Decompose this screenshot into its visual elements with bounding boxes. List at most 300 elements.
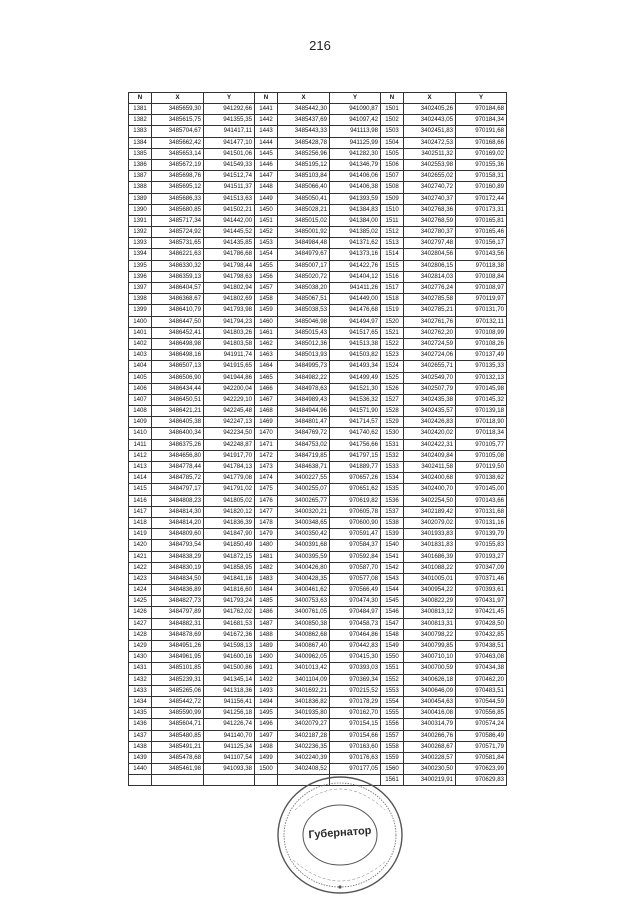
x-coordinate-cell: 3400867,40	[278, 641, 330, 652]
y-coordinate-cell: 941282,30	[330, 148, 381, 159]
x-coordinate-cell: 3484944,96	[278, 406, 330, 417]
x-coordinate-cell: 3484827,73	[152, 596, 204, 607]
table-row	[129, 159, 507, 170]
x-coordinate-cell: 3485256,96	[278, 148, 330, 159]
table-row	[129, 115, 507, 126]
x-coordinate-cell: 3485195,12	[278, 159, 330, 170]
point-number-cell: 1544	[381, 585, 404, 596]
x-coordinate-cell: 3485012,36	[278, 338, 330, 349]
point-number-cell: 1406	[129, 383, 152, 394]
x-coordinate-cell: 3402435,57	[404, 406, 456, 417]
y-coordinate-cell: 941850,49	[204, 540, 255, 551]
point-number-cell: 1419	[129, 529, 152, 540]
point-number-cell: 1539	[381, 529, 404, 540]
table-row	[129, 652, 507, 663]
point-number-cell: 1431	[129, 663, 152, 674]
y-coordinate-cell: 970184,34	[456, 115, 507, 126]
y-coordinate-cell: 970458,73	[330, 618, 381, 629]
point-number-cell: 1397	[129, 283, 152, 294]
point-number-cell: 1516	[381, 271, 404, 282]
y-coordinate-cell: 970108,84	[456, 271, 507, 282]
table-row	[129, 540, 507, 551]
x-coordinate-cell: 3402804,56	[404, 249, 456, 260]
y-coordinate-cell: 970586,49	[456, 730, 507, 741]
y-coordinate-cell: 941872,15	[204, 551, 255, 562]
x-coordinate-cell: 3484989,43	[278, 394, 330, 405]
x-coordinate-cell: 3401686,39	[404, 551, 456, 562]
x-coordinate-cell: 3402405,26	[404, 104, 456, 115]
y-coordinate-cell: 970651,62	[330, 484, 381, 495]
y-coordinate-cell: 970143,66	[456, 495, 507, 506]
y-coordinate-cell: 970474,30	[330, 596, 381, 607]
x-coordinate-cell: 3486405,38	[152, 417, 204, 428]
y-coordinate-cell: 970191,68	[456, 126, 507, 137]
y-coordinate-cell: 941513,38	[330, 338, 381, 349]
x-coordinate-cell: 3400391,68	[278, 540, 330, 551]
point-number-cell: 1407	[129, 394, 152, 405]
point-number-cell: 1422	[129, 562, 152, 573]
x-coordinate-cell: 3400426,80	[278, 562, 330, 573]
point-number-cell: 1474	[255, 473, 278, 484]
point-number-cell: 1528	[381, 406, 404, 417]
point-number-cell: 1432	[129, 674, 152, 685]
x-coordinate-cell: 3402187,28	[278, 730, 330, 741]
y-coordinate-cell: 970132,13	[456, 372, 507, 383]
point-number-cell: 1413	[129, 462, 152, 473]
y-coordinate-cell: 941714,57	[330, 417, 381, 428]
x-coordinate-cell: 3485437,69	[278, 115, 330, 126]
point-number-cell: 1420	[129, 540, 152, 551]
x-coordinate-cell: 3484801,47	[278, 417, 330, 428]
point-number-cell: 1481	[255, 551, 278, 562]
x-coordinate-cell: 3484808,23	[152, 495, 204, 506]
y-coordinate-cell: 970421,45	[456, 607, 507, 618]
point-number-cell: 1423	[129, 573, 152, 584]
y-coordinate-cell: 941802,69	[204, 294, 255, 305]
x-coordinate-cell: 3485704,67	[152, 126, 204, 137]
y-coordinate-cell: 941125,34	[204, 741, 255, 752]
y-coordinate-cell: 970131,68	[456, 506, 507, 517]
point-number-cell: 1561	[381, 775, 404, 786]
x-coordinate-cell: 3400813,12	[404, 607, 456, 618]
x-coordinate-cell: 3400416,08	[404, 708, 456, 719]
y-coordinate-cell: 970371,46	[456, 573, 507, 584]
point-number-cell: 1507	[381, 171, 404, 182]
point-number-cell: 1414	[129, 473, 152, 484]
y-coordinate-cell: 941449,00	[330, 294, 381, 305]
table-row	[129, 383, 507, 394]
y-coordinate-cell: 970623,99	[456, 764, 507, 775]
x-coordinate-cell: 3485461,98	[152, 764, 204, 775]
x-coordinate-cell: 3485680,85	[152, 204, 204, 215]
x-coordinate-cell: 3484719,85	[278, 450, 330, 461]
x-coordinate-cell: 3485717,34	[152, 215, 204, 226]
x-coordinate-cell: 3485478,68	[152, 752, 204, 763]
y-coordinate-cell: 970434,38	[456, 663, 507, 674]
point-number-cell: 1540	[381, 540, 404, 551]
y-coordinate-cell: 970108,97	[456, 283, 507, 294]
point-number-cell: 1548	[381, 629, 404, 640]
y-coordinate-cell: 941911,74	[204, 350, 255, 361]
x-coordinate-cell: 3484797,17	[152, 484, 204, 495]
y-coordinate-cell: 941476,68	[330, 305, 381, 316]
x-coordinate-cell: 3485038,53	[278, 305, 330, 316]
header-x-3: X	[404, 93, 456, 104]
point-number-cell: 1461	[255, 327, 278, 338]
x-coordinate-cell: 3484882,31	[152, 618, 204, 629]
y-coordinate-cell: 970131,70	[456, 305, 507, 316]
seal-title: Губернатор	[308, 824, 372, 842]
header-n-2: N	[255, 93, 278, 104]
x-coordinate-cell: 3400350,42	[278, 529, 330, 540]
point-number-cell: 1541	[381, 551, 404, 562]
y-coordinate-cell: 941442,00	[204, 215, 255, 226]
y-coordinate-cell: 941097,42	[330, 115, 381, 126]
point-number-cell: 1467	[255, 394, 278, 405]
point-number-cell: 1557	[381, 730, 404, 741]
y-coordinate-cell: 970177,05	[330, 764, 381, 775]
point-number-cell: 1436	[129, 719, 152, 730]
table-row	[129, 629, 507, 640]
table-row	[129, 685, 507, 696]
x-coordinate-cell: 3486359,13	[152, 271, 204, 282]
point-number-cell: 1550	[381, 652, 404, 663]
y-coordinate-cell: 941090,87	[330, 104, 381, 115]
point-number-cell: 1455	[255, 260, 278, 271]
x-coordinate-cell: 3400862,68	[278, 629, 330, 640]
table-row	[129, 193, 507, 204]
x-coordinate-cell: 3402740,72	[404, 182, 456, 193]
point-number-cell: 1483	[255, 573, 278, 584]
y-coordinate-cell: 970574,24	[456, 719, 507, 730]
point-number-cell: 1453	[255, 238, 278, 249]
y-coordinate-cell: 941477,10	[204, 137, 255, 148]
empty-cell	[129, 775, 152, 786]
point-number-cell: 1542	[381, 562, 404, 573]
point-number-cell: 1428	[129, 629, 152, 640]
table-row	[129, 562, 507, 573]
y-coordinate-cell: 970108,26	[456, 338, 507, 349]
y-coordinate-cell: 970605,78	[330, 506, 381, 517]
point-number-cell: 1471	[255, 439, 278, 450]
point-number-cell: 1412	[129, 450, 152, 461]
point-number-cell: 1482	[255, 562, 278, 573]
point-number-cell: 1556	[381, 719, 404, 730]
x-coordinate-cell: 3484814,30	[152, 506, 204, 517]
header-n-3: N	[381, 93, 404, 104]
x-coordinate-cell: 3485442,72	[152, 696, 204, 707]
point-number-cell: 1390	[129, 204, 152, 215]
x-coordinate-cell: 3402189,42	[404, 506, 456, 517]
x-coordinate-cell: 3401692,21	[278, 685, 330, 696]
table-row	[129, 215, 507, 226]
point-number-cell: 1408	[129, 406, 152, 417]
y-coordinate-cell: 970118,90	[456, 417, 507, 428]
x-coordinate-cell: 3485428,78	[278, 137, 330, 148]
table-row	[129, 708, 507, 719]
x-coordinate-cell: 3485604,71	[152, 719, 204, 730]
table-row	[129, 126, 507, 137]
x-coordinate-cell: 3484995,73	[278, 361, 330, 372]
y-coordinate-cell: 970587,70	[330, 562, 381, 573]
y-coordinate-cell: 941346,79	[330, 159, 381, 170]
x-coordinate-cell: 3400798,22	[404, 629, 456, 640]
y-coordinate-cell: 941125,99	[330, 137, 381, 148]
table-row	[129, 484, 507, 495]
point-number-cell: 1462	[255, 338, 278, 349]
x-coordinate-cell: 3400348,65	[278, 517, 330, 528]
x-coordinate-cell: 3485028,21	[278, 204, 330, 215]
x-coordinate-cell: 3484656,80	[152, 450, 204, 461]
point-number-cell: 1392	[129, 227, 152, 238]
point-number-cell: 1409	[129, 417, 152, 428]
point-number-cell: 1464	[255, 361, 278, 372]
point-number-cell: 1493	[255, 685, 278, 696]
x-coordinate-cell: 3400626,18	[404, 674, 456, 685]
y-coordinate-cell: 941384,00	[330, 215, 381, 226]
x-coordinate-cell: 3485662,42	[152, 137, 204, 148]
point-number-cell: 1513	[381, 238, 404, 249]
point-number-cell: 1526	[381, 383, 404, 394]
point-number-cell: 1469	[255, 417, 278, 428]
x-coordinate-cell: 3400314,79	[404, 719, 456, 730]
x-coordinate-cell: 3402655,71	[404, 361, 456, 372]
x-coordinate-cell: 3400255,07	[278, 484, 330, 495]
y-coordinate-cell: 941512,74	[204, 171, 255, 182]
header-y-3: Y	[456, 93, 507, 104]
y-coordinate-cell: 941803,58	[204, 338, 255, 349]
y-coordinate-cell: 970154,15	[330, 719, 381, 730]
x-coordinate-cell: 3485480,85	[152, 730, 204, 741]
point-number-cell: 1499	[255, 752, 278, 763]
point-number-cell: 1537	[381, 506, 404, 517]
point-number-cell: 1449	[255, 193, 278, 204]
point-number-cell: 1532	[381, 450, 404, 461]
y-coordinate-cell: 941493,34	[330, 361, 381, 372]
x-coordinate-cell: 3486452,41	[152, 327, 204, 338]
x-coordinate-cell: 3402254,50	[404, 495, 456, 506]
y-coordinate-cell: 970347,09	[456, 562, 507, 573]
point-number-cell: 1534	[381, 473, 404, 484]
point-number-cell: 1531	[381, 439, 404, 450]
point-number-cell: 1476	[255, 495, 278, 506]
y-coordinate-cell: 970155,36	[456, 159, 507, 170]
y-coordinate-cell: 941805,02	[204, 495, 255, 506]
point-number-cell: 1555	[381, 708, 404, 719]
y-coordinate-cell: 970393,61	[456, 585, 507, 596]
y-coordinate-cell: 970165,81	[456, 215, 507, 226]
y-coordinate-cell: 970154,66	[330, 730, 381, 741]
y-coordinate-cell: 970369,34	[330, 674, 381, 685]
table-row	[129, 361, 507, 372]
point-number-cell: 1439	[129, 752, 152, 763]
table-row	[129, 551, 507, 562]
x-coordinate-cell: 3485695,12	[152, 182, 204, 193]
y-coordinate-cell: 941411,26	[330, 283, 381, 294]
x-coordinate-cell: 3402797,48	[404, 238, 456, 249]
table-row	[129, 573, 507, 584]
x-coordinate-cell: 3402761,76	[404, 316, 456, 327]
point-number-cell: 1429	[129, 641, 152, 652]
y-coordinate-cell: 941779,08	[204, 473, 255, 484]
point-number-cell: 1506	[381, 159, 404, 170]
y-coordinate-cell: 970415,30	[330, 652, 381, 663]
point-number-cell: 1498	[255, 741, 278, 752]
point-number-cell: 1535	[381, 484, 404, 495]
y-coordinate-cell: 941521,30	[330, 383, 381, 394]
point-number-cell: 1401	[129, 327, 152, 338]
point-number-cell: 1502	[381, 115, 404, 126]
table-row	[129, 227, 507, 238]
table-row	[129, 517, 507, 528]
y-coordinate-cell: 941858,95	[204, 562, 255, 573]
y-coordinate-cell: 941107,54	[204, 752, 255, 763]
x-coordinate-cell: 3485443,33	[278, 126, 330, 137]
point-number-cell: 1448	[255, 182, 278, 193]
y-coordinate-cell: 941256,18	[204, 708, 255, 719]
y-coordinate-cell: 970184,68	[456, 104, 507, 115]
table-row	[129, 137, 507, 148]
point-number-cell: 1485	[255, 596, 278, 607]
y-coordinate-cell: 941499,49	[330, 372, 381, 383]
x-coordinate-cell: 3485686,33	[152, 193, 204, 204]
x-coordinate-cell: 3401013,42	[278, 663, 330, 674]
x-coordinate-cell: 3400646,09	[404, 685, 456, 696]
point-number-cell: 1496	[255, 719, 278, 730]
y-coordinate-cell: 970571,79	[456, 741, 507, 752]
y-coordinate-cell: 941681,53	[204, 618, 255, 629]
point-number-cell: 1525	[381, 372, 404, 383]
table-row	[129, 406, 507, 417]
y-coordinate-cell: 942234,50	[204, 428, 255, 439]
table-row	[129, 473, 507, 484]
x-coordinate-cell: 3402435,38	[404, 394, 456, 405]
empty-cell	[152, 775, 204, 786]
x-coordinate-cell: 3486434,44	[152, 383, 204, 394]
table-row	[129, 417, 507, 428]
point-number-cell: 1491	[255, 663, 278, 674]
x-coordinate-cell: 3402079,02	[404, 517, 456, 528]
x-coordinate-cell: 3402768,59	[404, 215, 456, 226]
y-coordinate-cell: 970619,82	[330, 495, 381, 506]
x-coordinate-cell: 3484793,54	[152, 540, 204, 551]
table-row	[129, 752, 507, 763]
table-row	[129, 394, 507, 405]
x-coordinate-cell: 3485731,65	[152, 238, 204, 249]
x-coordinate-cell: 3402408,52	[278, 764, 330, 775]
point-number-cell: 1530	[381, 428, 404, 439]
x-coordinate-cell: 3402655,02	[404, 171, 456, 182]
point-number-cell: 1479	[255, 529, 278, 540]
point-number-cell: 1533	[381, 462, 404, 473]
x-coordinate-cell: 3400822,29	[404, 596, 456, 607]
point-number-cell: 1447	[255, 171, 278, 182]
y-coordinate-cell: 970592,84	[330, 551, 381, 562]
x-coordinate-cell: 3486498,98	[152, 338, 204, 349]
table-row	[129, 607, 507, 618]
table-row	[129, 204, 507, 215]
x-coordinate-cell: 3486330,32	[152, 260, 204, 271]
x-coordinate-cell: 3485067,51	[278, 294, 330, 305]
point-number-cell: 1442	[255, 115, 278, 126]
x-coordinate-cell: 3402776,24	[404, 283, 456, 294]
table-row	[129, 171, 507, 182]
table-row	[129, 439, 507, 450]
x-coordinate-cell: 3485013,93	[278, 350, 330, 361]
x-coordinate-cell: 3485590,99	[152, 708, 204, 719]
y-coordinate-cell: 970162,70	[330, 708, 381, 719]
point-number-cell: 1425	[129, 596, 152, 607]
table-row	[129, 506, 507, 517]
x-coordinate-cell: 3400761,05	[278, 607, 330, 618]
y-coordinate-cell: 941816,60	[204, 585, 255, 596]
x-coordinate-cell: 3400230,50	[404, 764, 456, 775]
point-number-cell: 1522	[381, 338, 404, 349]
y-coordinate-cell: 941915,65	[204, 361, 255, 372]
y-coordinate-cell: 970428,50	[456, 618, 507, 629]
point-number-cell: 1389	[129, 193, 152, 204]
point-number-cell: 1445	[255, 148, 278, 159]
point-number-cell: 1521	[381, 327, 404, 338]
point-number-cell: 1503	[381, 126, 404, 137]
point-number-cell: 1381	[129, 104, 152, 115]
x-coordinate-cell: 3484979,67	[278, 249, 330, 260]
x-coordinate-cell: 3400700,59	[404, 663, 456, 674]
point-number-cell: 1495	[255, 708, 278, 719]
table-row	[129, 238, 507, 249]
y-coordinate-cell: 941501,06	[204, 148, 255, 159]
y-coordinate-cell: 970139,18	[456, 406, 507, 417]
point-number-cell: 1427	[129, 618, 152, 629]
y-coordinate-cell: 941318,36	[204, 685, 255, 696]
point-number-cell: 1475	[255, 484, 278, 495]
y-coordinate-cell: 970137,49	[456, 350, 507, 361]
table-row	[129, 372, 507, 383]
x-coordinate-cell: 3400813,31	[404, 618, 456, 629]
point-number-cell: 1478	[255, 517, 278, 528]
header-n-1: N	[129, 93, 152, 104]
y-coordinate-cell: 941385,02	[330, 227, 381, 238]
point-number-cell: 1396	[129, 271, 152, 282]
x-coordinate-cell: 3484769,72	[278, 428, 330, 439]
point-number-cell: 1504	[381, 137, 404, 148]
y-coordinate-cell: 941756,66	[330, 439, 381, 450]
point-number-cell: 1463	[255, 350, 278, 361]
x-coordinate-cell: 3400395,59	[278, 551, 330, 562]
y-coordinate-cell: 941549,33	[204, 159, 255, 170]
x-coordinate-cell: 3486375,26	[152, 439, 204, 450]
x-coordinate-cell: 3400799,85	[404, 641, 456, 652]
point-number-cell: 1560	[381, 764, 404, 775]
y-coordinate-cell: 941502,21	[204, 204, 255, 215]
x-coordinate-cell: 3401836,82	[278, 696, 330, 707]
table-row	[129, 260, 507, 271]
point-number-cell: 1398	[129, 294, 152, 305]
x-coordinate-cell: 3402814,03	[404, 271, 456, 282]
point-number-cell: 1465	[255, 372, 278, 383]
x-coordinate-cell: 3402426,83	[404, 417, 456, 428]
point-number-cell: 1553	[381, 685, 404, 696]
y-coordinate-cell: 941791,02	[204, 484, 255, 495]
y-coordinate-cell: 970544,59	[456, 696, 507, 707]
point-number-cell: 1468	[255, 406, 278, 417]
point-number-cell: 1517	[381, 283, 404, 294]
y-coordinate-cell: 941140,70	[204, 730, 255, 741]
x-coordinate-cell: 3402724,59	[404, 338, 456, 349]
x-coordinate-cell: 3402549,70	[404, 372, 456, 383]
y-coordinate-cell: 941494,97	[330, 316, 381, 327]
point-number-cell: 1434	[129, 696, 152, 707]
